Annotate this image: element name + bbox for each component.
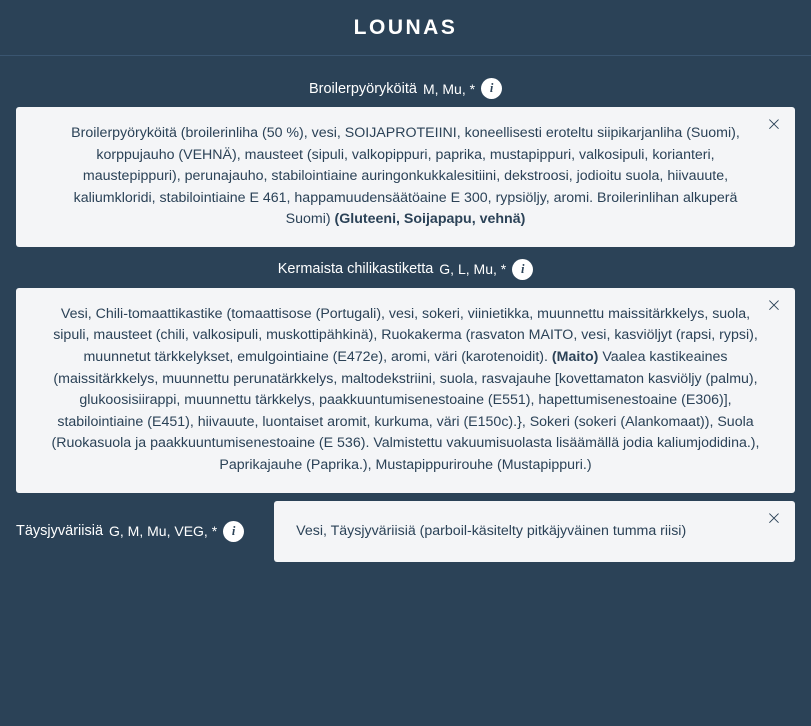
popup-wrapper bbox=[274, 501, 795, 563]
page-header bbox=[0, 0, 811, 56]
dish-diet-codes: G, L, Mu, * bbox=[439, 261, 507, 278]
dish-item bbox=[16, 501, 795, 563]
dish-diet-codes: G, M, Mu, VEG, * bbox=[109, 523, 218, 540]
menu-content bbox=[0, 56, 811, 562]
ingredients-popup bbox=[16, 288, 795, 493]
info-icon[interactable]: i bbox=[223, 521, 244, 542]
dish-title-row bbox=[16, 255, 795, 288]
info-icon[interactable]: i bbox=[512, 259, 533, 280]
dish-item bbox=[16, 255, 795, 493]
dish-name: Kermaista chilikastiketta bbox=[277, 261, 434, 278]
dish-name: Broilerpyöryköitä bbox=[308, 80, 417, 97]
close-icon[interactable]: × bbox=[766, 113, 782, 135]
dish-title-row bbox=[16, 74, 795, 107]
allergens-text: (Maito) bbox=[551, 349, 599, 366]
ingredients-text: Vesi, Chili-tomaattikastike (tomaattisose (Portugali), vesi, sokeri, viinietikka, muunnettu maissitärkkelys, suola, sipuli, mausteet (chili, valkosipuli, muskottipähkinä), Ruokakerma (rasvaton MAITO, vesi, kasviöljyt (rapsi, rypsi), muunnetut tärkkelykset, emulgointiaine (E472e), aromi, väri (karotenoidit). bbox=[53, 305, 758, 366]
ingredients-text: Vesi, Täysjyväriisiä (parboil-käsitelty pitkäjyväinen tumma riisi) bbox=[296, 522, 687, 539]
dish-name: Täysjyväriisiä bbox=[16, 523, 104, 540]
info-icon[interactable]: i bbox=[481, 78, 502, 99]
close-icon[interactable]: × bbox=[766, 506, 782, 529]
page-title: LOUNAS bbox=[353, 15, 458, 39]
ingredients-popup bbox=[16, 107, 795, 247]
dish-title-row bbox=[16, 501, 244, 550]
dish-item bbox=[16, 74, 795, 247]
ingredients-text: Broilerpyöryköitä (broilerinliha (50 %), vesi, SOIJAPROTEIINI, koneellisesti eroteltu siipikarjanliha (Suomi), korppujauho (VEHNÄ), mausteet (sipuli, valkopippuri, paprika, mustapippuri, valkosipuli, korianteri, maustepippuri), perunajauho, stabilointiaine auringonkukkalesitiini, dekstroosi, jodioitu suola, hiivauute, kaliumkloridi, stabilointiaine E 461, happamuudensäätöaine E 300, rypsiöljy, aromi. Broilerinlihan alkuperä Suomi) bbox=[71, 125, 740, 228]
ingredients-popup bbox=[274, 501, 795, 563]
allergens-text: (Gluteeni, Soijapapu, vehnä) bbox=[334, 211, 526, 228]
close-icon[interactable]: × bbox=[766, 293, 782, 316]
dish-diet-codes: M, Mu, * bbox=[422, 80, 476, 97]
ingredients-text-tail: Vaalea kastikeaines (maissitärkkelys, muunnettu perunatärkkelys, maltodekstriini, suola, rasvajauhe [kovettamaton kasviöljy (palmu), glukoosisiirappi, muunnettu tärkkelys, paakkuuntumisenestoaine (E551), hapettumisenestoaine (E306)], stabilointiaine (E451), hiivauute, luontaiset aromit, kurkuma, väri (E150c).}, Sokeri (sokeri (Alankomaat)), Suola (Ruokasuola ja paakkuuntumisenestoaine (E 536). Valmistettu vakuumisuolasta lisäämällä jodia kaliumjodidina.), Paprikajauhe (Paprika.), Mustapippurirouhe (Mustapippuri.) bbox=[51, 349, 760, 473]
